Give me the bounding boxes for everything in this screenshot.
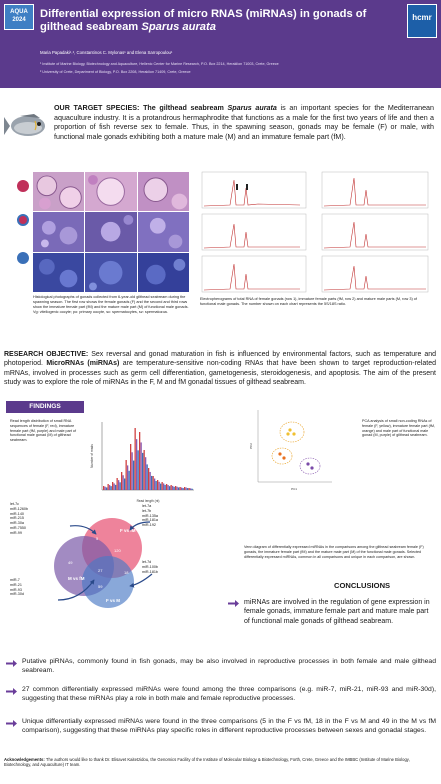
findings-banner: FINDINGS [6,401,84,413]
histogram-bar [187,488,188,490]
histogram-bar [133,461,134,490]
histogram-bar [168,485,169,490]
hist-ylabel: Number of reads [90,444,94,468]
mirna-label: miR-30d [10,592,24,597]
electropherogram-panel [322,214,428,250]
mirna-label: miR-215 [10,516,24,521]
histogram-bar [156,481,157,490]
histogram-bar [103,486,104,490]
pca-point [310,466,313,469]
bullet-arrow-icon [6,720,17,727]
histogram-bar [141,442,142,490]
conclusion-item: Putative piRNAs, commonly found in fish gonads, may be also involved in reproductive processes in both female and male gilthead seabream. [22,658,436,675]
pca-point [288,428,291,431]
male-symbol-icon [17,252,29,264]
histogram-bar [114,483,115,490]
affiliation-2: ² University of Crete, Department of Biology, P.O. Box 2208, Heraklion 71409, Crete, Greece [40,70,191,74]
mirna-label: miR-21 [10,582,22,587]
histogram-bar [118,480,119,490]
histogram-bar [111,486,112,490]
mirna-label: miR-181a [142,518,158,523]
histogram-bar [184,487,185,490]
histogram-bar [166,484,167,490]
read-length-caption: Read length distribution of small RNA sequences of female (F, red), immature female part (fM, purple) and male part of functional male gonad (M) of gilthead seabream. [10,419,76,443]
venn-label: F vs M [106,598,121,603]
histogram-bar [127,465,128,490]
mirna-label: let-7c [10,502,20,506]
electropherogram-panel [322,172,428,208]
mirna-label: miR-192 [142,523,156,528]
histogram-bar [147,464,148,490]
histology-photo [33,212,84,251]
electropherogram-panel [322,256,428,292]
histogram-bar [112,482,113,490]
mirna-label: miR-30a [10,521,24,526]
conclusion-item: miRNAs are involved in the regulation of gene expression in female gonads, immature female part and mature male part of functional male gonads of gilthead seabream. [244,599,430,625]
venn-count: 27 [98,568,103,573]
read-length-histogram [88,416,198,508]
histogram-bar [117,478,118,490]
aqua-logo: AQUA 2024 [4,4,34,30]
mirna-label: miR-1260b [10,506,29,511]
mirna-label: miR-181b [142,569,158,574]
mirna-label: let-7a [142,504,152,508]
research-objective-text: RESEARCH OBJECTIVE: Sex reversal and gonad maturation in fish is influenced by environmental factors, such as temperature and photoperiod. MicroRNAs (miRNAs) are temperature-sensitive non-coding RNAs that have been shown to target reproduction-related mRNAs, involved in processes such as germ cell differentiation, gametogenesis, steroidogenesis, and apoptosis. The aim of the present study was to explore the role of miRNAs in the F, M and fM gonadal tissues of gilthead seabream. [4,351,437,387]
mirna-label: miR-140 [10,511,24,516]
histology-caption: Histological photographs of gonads collected from 6-year-old gilthead seabream during the spawning season. The first row shows the female gonads (F) and the second and third rows show the immature female part (fM) and the mature male part (M) of functional male gonads. Vg: vitellogenic oocyte; po: primary oocyte, sc: spermatocytes, sz: spermatozoa. [33,295,189,314]
immature-female-symbol-icon [17,214,29,226]
hcmr-logo: hcmr [407,4,437,38]
histology-photo [85,212,136,251]
venn-count: 120 [114,548,121,553]
seabream-fish-icon [4,112,50,140]
histogram-bars [103,428,193,490]
histology-photo [33,172,84,211]
histogram-bar [132,452,133,490]
histogram-bar [190,488,191,490]
histogram-bar [126,460,127,490]
venn-caption: Venn diagram of differentially expressed miRNAs in the comparisons among the gilthead seabream female (F) gonads, the immature female part (fM) and the mature male part (M) of the functional male gonads. Selected differentially expressed miRNAs, common in all comparisons and unique in each comparison, are shown. [244,545,424,559]
histogram-bar [129,471,130,490]
histogram-bar [186,488,187,490]
histogram-bar [106,487,107,490]
histogram-bar [157,480,158,490]
histology-photo-grid [33,172,189,292]
pca-point [282,456,285,459]
histogram-bar [181,488,182,490]
histogram-bar [135,428,136,490]
conclusions-title: CONCLUSIONS [334,581,391,590]
venn-label: M vs fM [68,576,85,581]
histogram-bar [162,482,163,490]
histogram-bar [108,484,109,490]
histology-photo [33,253,84,292]
histogram-bar [175,486,176,490]
histogram-bar [124,478,125,490]
mirna-label: miR-93 [10,587,22,592]
histogram-bar [192,489,193,490]
electropherogram-panels [200,168,432,294]
bullet-arrow-icon [6,688,17,695]
histogram-bar [169,486,170,490]
histogram-bar [172,486,173,490]
hist-xlabel: Read length (nt) [136,499,160,503]
histogram-bar [123,475,124,490]
histogram-bar [115,485,116,490]
affiliation-1: ¹ Institute of Marine Biology, Biotechnology and Aquaculture, Hellenic Center for Marine Research, P.O. Box 2214, Heraklion 71003, Crete, Greece [40,62,279,66]
pca-ylabel: PC2 [249,443,253,449]
poster-header [0,0,441,88]
histogram-bar [150,472,151,490]
histogram-bar [148,468,149,490]
bullet-arrow-icon [6,660,17,667]
histogram-bar [183,488,184,490]
target-species-text: OUR TARGET SPECIES: The gilthead seabream Sparus aurata is an important species for the Mediterranean aquaculture industry. It is a protandrous hermaphrodite that functions as a male for the first two years of life and then a proportion of fish reverse sex to female. Thus, in the spawning season, gonads may be female (F) or male, with functional male gonads exhibiting both a mature male (M) and an immature female part (fM). [54,104,434,141]
mirna-label: miR-99 [10,530,22,535]
venn-count: 18 [124,570,129,575]
pca-point [306,462,309,465]
pca-xlabel: PC1 [291,487,297,491]
histogram-bar [121,472,122,490]
histogram-bar [163,483,164,490]
electropherogram-panel [202,214,306,250]
histogram-bar [151,476,152,490]
mirna-label: miR-7 [10,578,20,582]
authors: Maria Papadaki¹˒², Constantinos C. Mylonas¹ and Elena Sarropoulou¹ [40,50,173,55]
pca-point [278,452,281,455]
venn-count: 5 [96,536,99,541]
pca-plot [248,406,334,494]
histogram-bar [165,485,166,490]
histology-photo [138,253,189,292]
poster-title: Differential expression of micro RNAS (miRNAs) in gonads of gilthead seabream Sparus aurata [40,8,367,33]
electropherogram-panel [202,172,306,208]
venn-label: F vs fM [120,528,136,533]
conclusion-item: Unique differentially expressed miRNAs were found in the three comparisons (5 in the F vs fM, 18 in the F vs M and 49 in the M vs fM comparison), suggesting that these miRNAs play specific roles in different reproductive processes between sexes and gonadal stages. [22,718,436,735]
histology-photo [138,212,189,251]
pca-point [292,432,295,435]
histogram-bar [120,482,121,490]
histogram-bar [144,450,145,490]
electropherogram-caption: Electropherograms of total RNA of female gonads (row 1), immature female parts (fM, row 2) and mature male parts (M, row 3) of functional male gonads. The number shown on each chart represents the 5S/18S ratio. [200,297,417,306]
histology-photo [138,172,189,211]
histogram-bar [177,487,178,490]
pca-point [286,432,289,435]
histology-photo [85,253,136,292]
histogram-bar [189,488,190,490]
histogram-bar [142,453,143,490]
mirna-label: miR-7550 [10,525,26,530]
histogram-bar [139,432,140,490]
histogram-bar [171,485,172,490]
histogram-bar [159,482,160,490]
histogram-bar [154,479,155,490]
histogram-bar [145,457,146,490]
histogram-bar [153,476,154,490]
histology-photo [85,172,136,211]
pca-caption: PCA analysis of small non-coding RNAs of female (F, yellow), immature female part (fM, orange) and male part of functional male gonad (M, purple) of gilthead seabream. [362,419,435,438]
venn-count: 59 [98,584,103,589]
histogram-bar [105,487,106,490]
histogram-bar [136,439,137,490]
acknowledgements: Acknowledgements: The authors would like to thank Dr. Elisavet Kaitetzidou, the Genomics Facility of the Institute of Molecular Biology & Biotechnology, Forth, Crete, Greece and the IMBBC (Institute of Marine Biology, Biotechnology, and Aquaculture) IT team. [4,757,410,768]
histogram-bar [180,487,181,490]
histogram-bar [138,450,139,490]
mirna-label: let-7b [142,508,152,513]
electropherogram-panel [202,256,306,292]
venn-diagram [40,504,156,620]
histogram-bar [109,485,110,490]
histogram-bar [174,487,175,490]
mirna-label: let-7d [142,560,152,564]
mirna-label: miR-100b [142,564,158,569]
bullet-arrow-icon [228,600,239,607]
female-symbol-icon [17,180,29,192]
venn-count: 49 [68,560,73,565]
conclusion-item: 27 common differentially expressed miRNAs were found among the three comparisons (e.g. miR-7, miR-21, miR-93 and miR-30d), suggesting that these miRNAs play a role in both male and female reproductive processes. [22,686,436,703]
histogram-bar [130,444,131,490]
histogram-bar [160,484,161,490]
mirna-label: miR-135a [142,513,158,518]
histogram-bar [178,487,179,490]
